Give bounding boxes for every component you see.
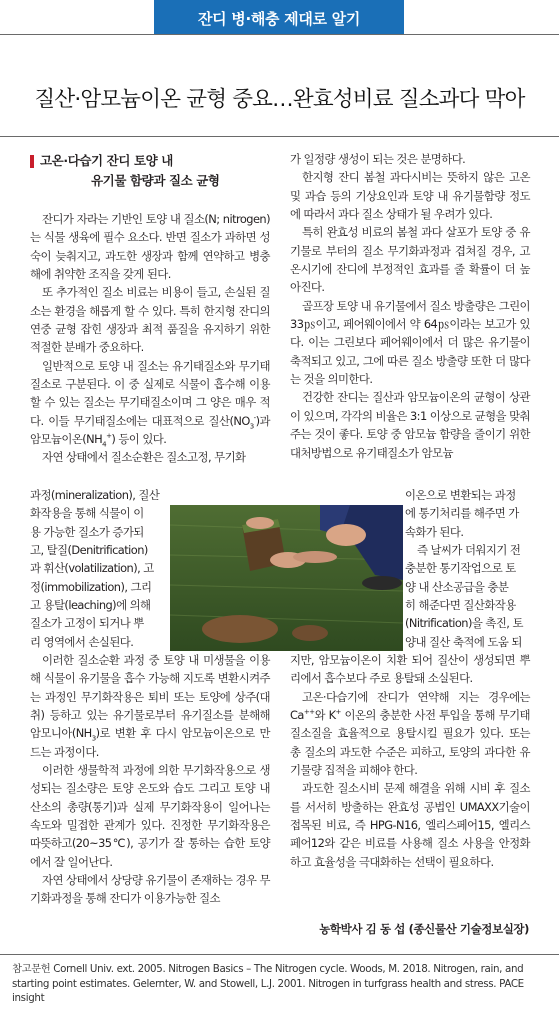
wrap-line: 충분한 통기작업으로 토 (405, 561, 516, 576)
section-label-bar (154, 0, 404, 34)
wrap-line: 고 용탈(leaching)에 의해 (30, 598, 151, 613)
paragraph: 이러한 생물학적 과정에 의한 무기화작용으로 생성되는 질소량은 토양 온도와 습도 그리고 토양 내 산소의 총량(통기)과 실제 무기화작용이 일어나는 속도와 밀접한 관계가 있다. 진정한 무기화작용은 따뜻하고(20~35℃), 공기가 잘 통하는 습한 토양에서 잘 일어난다. (30, 763, 270, 869)
left-wrap-text (30, 486, 168, 651)
wrap-line: 화작용을 통해 식물이 이 (30, 506, 144, 521)
paragraph: 과도한 질소시비 문제 해결을 위해 시비 후 질소를 서서히 방출하는 완효성 공법인 UMAXX기술이 접목된 비료, 즉 HPG-N16, 엘리스페어15, 엘리스페어12와 같은 비료를 사용해 질소 사용을 안정화하고 효율성을 극대화하는 선택이 필요하다. (290, 781, 530, 869)
wrap-line: 속화가 된다. (405, 524, 464, 539)
paragraph: 지만, 암모늄이온이 치환 되어 질산이 생성되면 뿌리에서 흡수보다 주로 용탈돼 소실된다. (290, 653, 530, 686)
right-column-top (290, 150, 530, 462)
turf-photo-illustration (170, 505, 403, 651)
wrap-line: (Nitrification)을 촉진, 토 (405, 616, 523, 631)
left-column-bottom (30, 651, 270, 908)
paragraph: 또 추가적인 질소 비료는 비용이 들고, 손실된 질소는 환경을 해롭게 할 수 있다. 특히 한지형 잔디의 연중 균형 잡힌 생장과 최적 품질을 유지하기 위한 적절한 분배가 중요하다. (30, 285, 270, 355)
wrap-line: 이온으로 변환되는 과정 (405, 488, 516, 502)
wrap-line: 질소가 고정이 되거나 뿌 (30, 616, 144, 631)
headline: 질산·암모늄이온 균형 중요…완효성비료 질소과다 막아 (34, 87, 525, 112)
wrap-line: 히 해준다면 질산화작용 (405, 598, 516, 613)
paragraph: 자연 상태에서 상당량 유기물이 존재하는 경우 무기화과정을 통해 잔디가 이용가능한 질소 (30, 873, 270, 906)
paragraph: 가 일정량 생성이 되는 것은 분명하다. (290, 152, 466, 166)
wrap-line: 고, 탈질(Denitrification) (30, 543, 148, 558)
subheading-line1: 고온·다습기 잔디 토양 내 (40, 153, 173, 168)
paragraph: 고온·다습기에 잔디가 연약해 지는 경우에는 Ca++와 K+ 이온의 충분한 사전 투입을 통해 무기태 질소질을 효율적으로 용탈시킬 필요가 있다. 또는 총 질소의 과도한 수준은 피하고, 토양의 과다한 유기물량 집적을 피해야 한다. (290, 689, 530, 778)
paragraph: 특히 완효성 비료의 봄철 과다 살포가 토양 중 유기물로 부터의 질소 무기화과정과 겹쳐질 경우, 고온시기에 잔디에 부정적인 효과를 줄 확률이 더 높아진다. (290, 225, 530, 295)
headline-rule (0, 136, 559, 137)
section-label: 잔디 병·해충 제대로 알기 (197, 10, 361, 28)
author-byline: 농학박사 김 동 섭 (종신물산 기술정보실장) (319, 922, 529, 936)
left-column-top (30, 210, 270, 467)
wrap-line: 용 가능한 질소가 증가되 (30, 524, 144, 539)
paragraph: 이러한 질소순환 과정 중 토양 내 미생물을 이용해 식물이 유기물을 흡수 가능해 지도록 변환시켜주는 과정인 무기화작용은 퇴비 또는 토양에 상주(대취) 등하고 있는 유기물로부터 유기질소를 분해해 암모니아$(NH_3)$로 변환 후 다시 암모늄이온으로 만드는 과정이다. (30, 653, 270, 759)
paragraph: 일반적으로 토양 내 질소는 유기태질소와 무기태질소로 구분된다. 이 중 실제로 식물이 흡수해 이용할 수 있는 질소는 무기태질소이며 그 양은 매우 적다. 이들 무기태질소에는 대표적으로 질산$(NO_3^-)$과 암모늄이온$(NH_4^+)$ 등이 있다. (30, 358, 270, 449)
paragraph: 자연 상태에서 질소순환은 질소고정, 무기화 (42, 450, 246, 465)
wrap-line: 양내 질산 축적에 도움 되 (405, 634, 522, 649)
right-wrap-text (405, 486, 530, 651)
subheading-line2: 유기물 함량과 질소 균형 (91, 173, 220, 188)
subheading-bullet (30, 155, 34, 168)
paragraph: 골프장 토양 내 유기물에서 질소 방출량은 그린이 33㎰이고, 페어웨이에서 약 64㎰이라는 보고가 있다. 이는 그린보다 페어웨이에서 더 많은 유기물이 축적되고 있고, 그에 따른 질소 방출량 또한 더 많다는 것을 의미한다. (290, 298, 530, 387)
wrap-line: 정(immobilization), 그리 (30, 579, 152, 594)
references: 참고문헌 Cornell Univ. ext. 2005. Nitrogen Basics – The Nitrogen cycle. Woods, M. 2018. Nitrogen, rain, and starting point estimates. Gelernter, W. and Stowell, L.J. 2001. Nitrogen in turfgrass health and stress. PACE insight (12, 963, 524, 1004)
wrap-line: 즉 날씨가 더워지기 전 (417, 543, 521, 558)
wrap-line: 리 영역에서 손실된다. (30, 634, 134, 649)
right-column-bottom (290, 651, 530, 871)
paragraph: 잔디가 자라는 기반인 토양 내 질소(N; nitrogen)는 식물 생육에 필수 요소다. 반면 질소가 과하면 성숙이 늦춰지고, 과도한 생장과 함께 연약하고 병충해에 취약한 조직을 갖게 된다. (30, 212, 270, 282)
wrap-line: 과정(mineralization), 질산 (30, 488, 160, 502)
paragraph: 건강한 잔디는 질산과 암모늄이온의 균형이 상관이 있으며, 각각의 비율은 3:1 이상으로 균형을 맞춰주는 것이 좋다. 토양 중 암모늄 함량을 줄이기 위한 대처방법으로 유기태질소가 암모늄 (290, 390, 530, 460)
subheading (30, 151, 270, 191)
wrap-line: 에 통기처리를 해주면 가 (405, 506, 519, 521)
wrap-line: 양 내 산소공급을 충분 (405, 579, 509, 594)
footer-rule (0, 954, 559, 955)
turf-soil-sample-photo (170, 505, 403, 651)
paragraph: 한지형 잔디 봄철 과다시비는 뜻하지 않은 고온 및 과습 등의 기상요인과 토양 내 유기물함량 정도에 따라서 과다 질소 상태가 될 우려가 있다. (290, 170, 530, 222)
wrap-line: 과 휘산(volatilization), 고 (30, 561, 154, 576)
top-rule (0, 34, 559, 35)
